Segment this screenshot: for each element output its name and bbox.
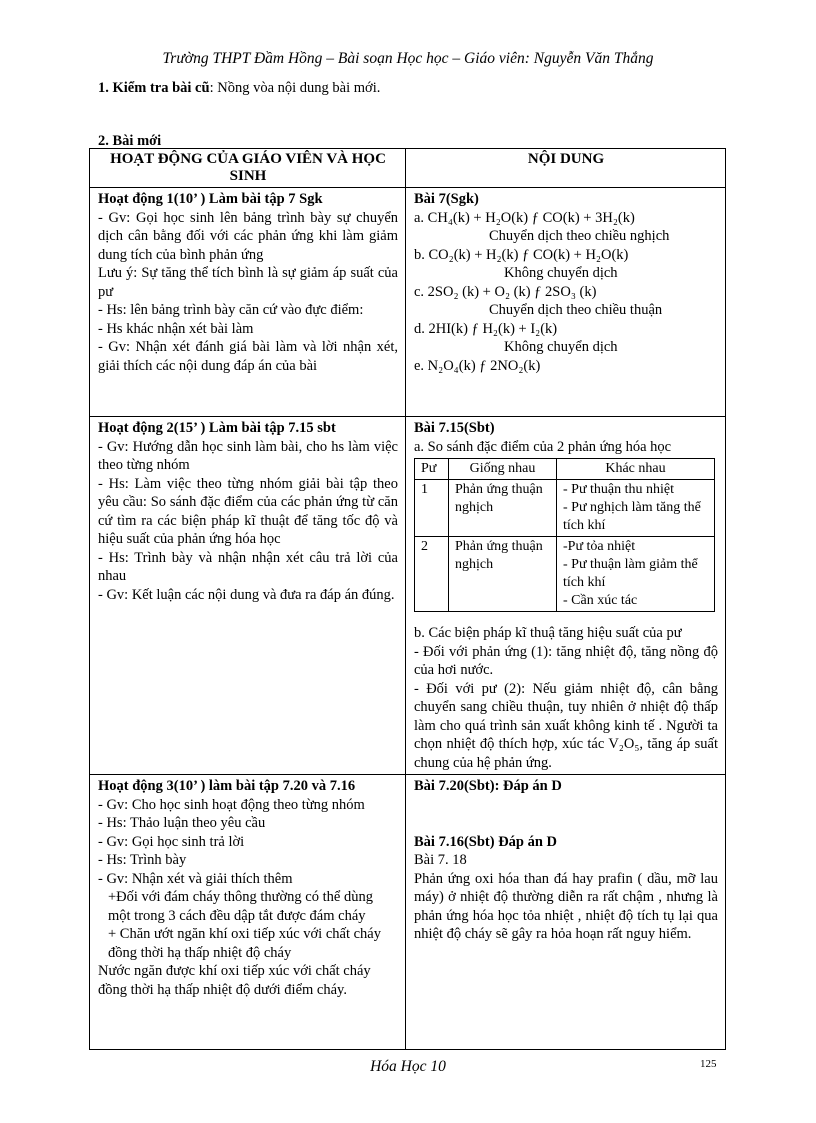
reaction-d: d. 2HI(k) ƒ H₂(k) + I₂(k) — [414, 320, 558, 337]
comparison-cell — [557, 480, 715, 537]
table-row — [90, 188, 726, 417]
row1-left-line: - Gv: Gọi học sinh lên bảng trình bày sự chuyển dịch cân bằng đối với các phản ứng khi làm giảm dung tích của bình phản ứng — [98, 209, 398, 263]
row3-right — [406, 775, 726, 1050]
table-row — [415, 480, 715, 537]
comparison-header: Pư — [415, 459, 449, 480]
section-new-lesson: 2. Bài mới — [98, 133, 162, 149]
reaction-b: b. CO₂(k) + H₂(k) ƒ CO(k) + H₂O(k) — [414, 246, 629, 263]
reaction-c-note: Chuyển dịch theo chiều thuận — [489, 302, 663, 318]
lesson-table — [89, 148, 726, 1050]
section-old-lesson-label: 1. Kiểm tra bài cũ — [98, 80, 210, 96]
comparison-header: Khác nhau — [557, 459, 715, 480]
row2-part-b1: - Đối với phản ứng (1): tăng nhiệt độ, tăng nồng độ của hơi nước. — [414, 643, 718, 678]
reaction-a-note: Chuyển dịch theo chiều nghịch — [489, 228, 670, 244]
page-number: 125 — [700, 1058, 717, 1070]
comparison-cell — [557, 537, 715, 612]
row1-left-line: - Hs khác nhận xét bài làm — [98, 320, 254, 337]
comparison-diff: - Pư nghịch làm tăng thể tích khí — [563, 500, 701, 533]
comparison-diff: - Pư thuận làm giảm thể tích khí — [563, 557, 698, 590]
row3-left-line: - Gv: Gọi học sinh trả lời — [98, 833, 245, 850]
comparison-diff: - Cần xúc tác — [563, 593, 638, 608]
comparison-diff: - Pư thuận thu nhiệt — [563, 482, 675, 497]
row3-left-line: + Chăn ướt ngăn khí oxi tiếp xúc với chất cháy đồng thời hạ thấp nhiệt độ cháy — [108, 926, 381, 961]
row3-left-line: +Đối với đám cháy thông thường có thể dùng một trong 3 cách đều dập tắt được đám cháy — [108, 889, 373, 924]
row1-right — [406, 188, 726, 417]
row1-left-title: Hoạt động 1(10’ ) Làm bài tập 7 Sgk — [98, 191, 323, 207]
row3-left-line: - Hs: Trình bày — [98, 852, 187, 868]
reaction-b-note: Không chuyển dịch — [504, 265, 618, 281]
row2-left-line: - Hs: Trình bày và nhận nhận xét câu trả lời của nhau — [98, 549, 398, 584]
page-footer: Hóa Học 10 — [370, 1058, 446, 1075]
reaction-e: e. N₂O₄(k) ƒ 2NO₂(k) — [414, 357, 541, 374]
row3-left-title: Hoạt động 3(10’ ) làm bài tập 7.20 và 7.16 — [98, 778, 356, 794]
row3-left-line: - Gv: Cho học sinh hoạt động theo từng nhóm — [98, 796, 365, 813]
section-old-lesson — [98, 80, 380, 97]
row3-right-title-1: Bài 7.20(Sbt): Đáp án D — [414, 778, 562, 794]
row2-left-line: - Gv: Kết luận các nội dung và đưa ra đáp án đúng. — [98, 586, 395, 603]
table-header-row — [90, 149, 726, 188]
comparison-cell: Phản ứng thuận nghịch — [449, 480, 557, 537]
reaction-c: c. 2SO₂ (k) + O₂ (k) ƒ 2SO₃ (k) — [414, 283, 597, 300]
section-old-lesson-text: : Nồng vòa nội dung bài mới. — [209, 80, 381, 96]
row2-left — [90, 417, 406, 775]
row3-left-line: - Gv: Nhận xét và giải thích thêm — [98, 870, 293, 887]
row2-left-title: Hoạt động 2(15’ ) Làm bài tập 7.15 sbt — [98, 420, 336, 436]
row3-paragraph: Phản ứng oxi hóa than đá hay prafin ( dầu, mỡ lau máy) ở nhiệt độ thường diễn ra rất chậm , nhưng là phản ứng hóa học tỏa nhiệt , nhiệt độ tích tụ lại qua nhiệt độ cháy sẽ gây ra hỏa hoạn rất nguy hiểm. — [414, 870, 718, 942]
row1-left-line: - Hs: lên bảng trình bày căn cứ vào đực điểm: — [98, 302, 364, 318]
row2-part-b2: - Đối với pư (2): Nếu giảm nhiệt độ, cân bằng chuyển sang chiều thuận, tuy nhiên ở nhiệt độ thấp làm cho quá trình sản xuất không kinh tế . Người ta chọn nhiệt độ thích hợp, xúc tác V₂O₅, tăng áp suất chung của hệ phản ứng. — [414, 680, 718, 771]
row2-left-line: - Hs: Làm việc theo từng nhóm giải bài tập theo yêu cầu: So sánh đặc điểm của các phản ứng từ căn cứ tìm ra các biện pháp kĩ thuật để tăng tốc độ và hiệu suất của phản ứng hóa học — [98, 475, 398, 547]
row3-left — [90, 775, 406, 1050]
table-row — [415, 537, 715, 612]
comparison-header: Giống nhau — [449, 459, 557, 480]
row2-right-title: Bài 7.15(Sbt) — [414, 420, 495, 436]
row3-left-line: Nước ngăn được khí oxi tiếp xúc với chất cháy đồng thời hạ thấp nhiệt độ dưới điểm cháy. — [98, 963, 371, 998]
reaction-d-note: Không chuyển dịch — [504, 339, 618, 355]
comparison-diff: -Pư tỏa nhiệt — [563, 539, 636, 554]
row1-left — [90, 188, 406, 417]
header-content: NỘI DUNG — [406, 149, 726, 188]
row3-right-title-2: Bài 7.16(Sbt) Đáp án D — [414, 833, 558, 850]
row2-right — [406, 417, 726, 775]
header-activities: HOẠT ĐỘNG CỦA GIÁO VIÊN VÀ HỌC SINH — [90, 149, 406, 188]
comparison-cell: 2 — [415, 537, 449, 612]
row2-part-a: a. So sánh đặc điểm của 2 phản ứng hóa học — [414, 438, 672, 455]
comparison-cell: Phản ứng thuận nghịch — [449, 537, 557, 612]
row2-left-line: - Gv: Hướng dẫn học sinh làm bài, cho hs làm việc theo từng nhóm — [98, 438, 398, 473]
comparison-cell: 1 — [415, 480, 449, 537]
comparison-table — [414, 458, 715, 612]
page-header: Trường THPT Đầm Hồng – Bài soạn Học học – Giáo viên: Nguyễn Văn Thắng — [162, 50, 654, 67]
row3-left-line: - Hs: Thảo luận theo yêu cầu — [98, 815, 266, 831]
table-row — [90, 775, 726, 1050]
row1-left-line: - Gv: Nhận xét đánh giá bài làm và lời nhận xét, giải thích các nội dung đáp án của bài — [98, 339, 398, 374]
row1-right-title: Bài 7(Sgk) — [414, 191, 479, 207]
comparison-header-row — [415, 459, 715, 480]
row1-left-line: Lưu ý: Sự tăng thể tích bình là sự giảm áp suất của pư — [98, 265, 398, 300]
reaction-a: a. CH₄(k) + H₂O(k) ƒ CO(k) + 3H₂(k) — [414, 209, 635, 226]
row2-part-b: b. Các biện pháp kĩ thuậ tăng hiệu suất của pư — [414, 625, 682, 641]
row3-bai-718: Bài 7. 18 — [414, 852, 467, 868]
table-row — [90, 417, 726, 775]
